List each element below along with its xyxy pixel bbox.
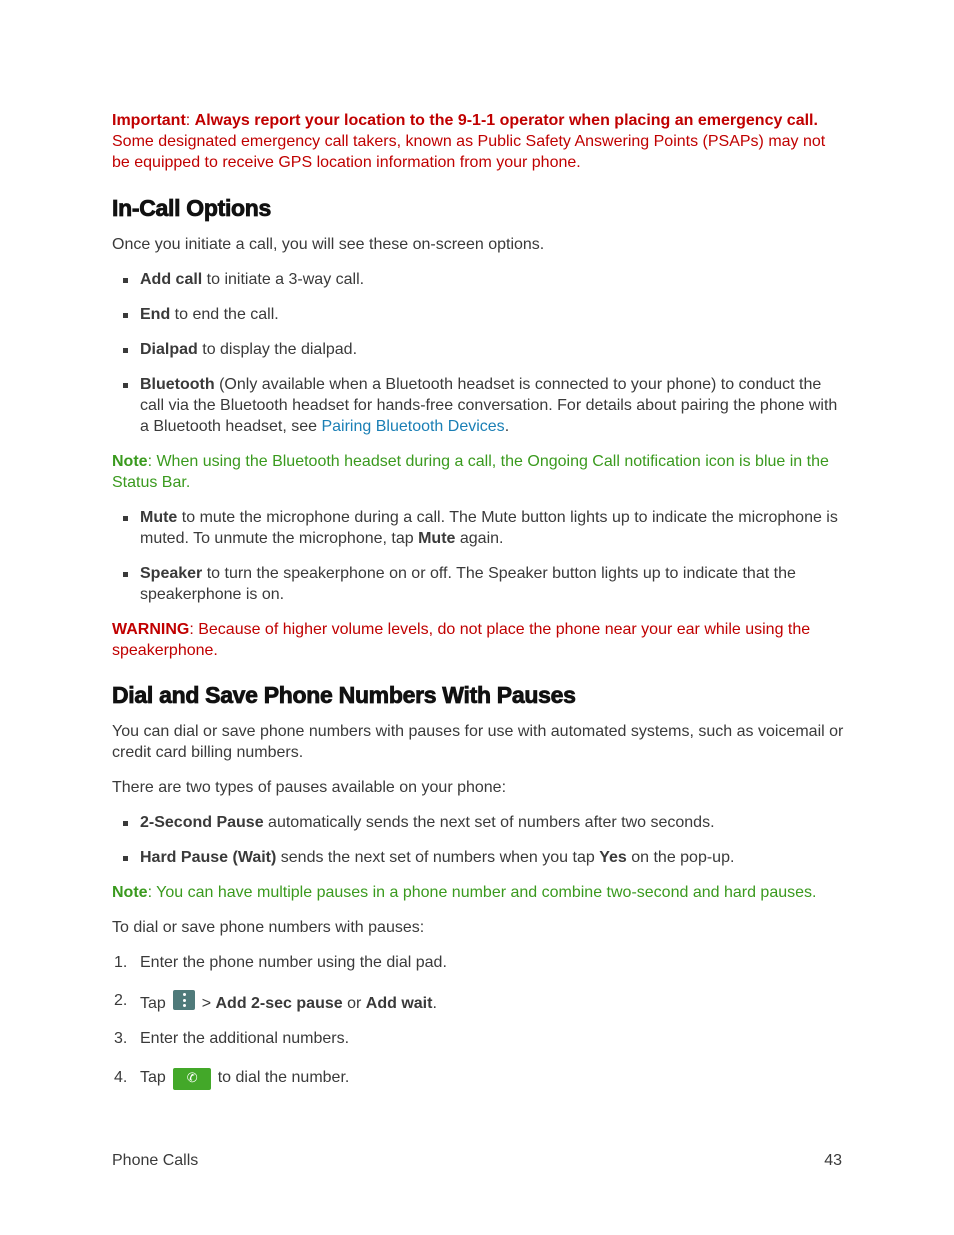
step-item: 4. Tap ✆ to dial the number.: [112, 1067, 846, 1090]
important-notice: Important: Always report your location to the 9-1-1 operator when placing an emergency call. Some designated emergency call takers, known as Public Safety Answering Points (PSAPs) may not be equipped to receive GPS location information from your phone.: [112, 112, 826, 171]
footer-section-title: Phone Calls: [112, 1152, 199, 1169]
in-call-intro: Once you initiate a call, you will see these on-screen options.: [112, 236, 545, 253]
pause-types-intro: There are two types of pauses available on your phone:: [112, 779, 507, 796]
page-footer: [112, 1150, 842, 1171]
note-label: Note: [112, 884, 148, 901]
step-item: 2. Tap > Add 2-sec pause or Add wait.: [114, 992, 437, 1012]
list-item: Dialpad to display the dialpad.: [112, 339, 846, 360]
step-item: 3. Enter the additional numbers.: [114, 1030, 350, 1047]
warning-label: WARNING: [112, 621, 190, 638]
list-item: 2-Second Pause automatically sends the next set of numbers after two seconds.: [112, 812, 846, 833]
pauses-intro: You can dial or save phone numbers with pauses for use with automated systems, such as voicemail or credit card billing numbers.: [112, 723, 844, 761]
pause-types-list: [112, 812, 846, 868]
note-label: Note: [112, 453, 148, 470]
steps-intro: To dial or save phone numbers with pauses:: [112, 919, 425, 936]
heading-in-call-options: In-Call Options: [112, 195, 272, 221]
list-item: Mute to mute the microphone during a call. The Mute button lights up to indicate the microphone is muted. To unmute the microphone, tap Mute again.: [112, 507, 846, 549]
page-content: [112, 110, 846, 1090]
important-bold-text: Always report your location to the 9-1-1 operator when placing an emergency call.: [194, 112, 818, 129]
note-bluetooth: Note: When using the Bluetooth headset during a call, the Ongoing Call notification icon is blue in the Status Bar.: [112, 453, 829, 491]
step-item: 1. Enter the phone number using the dial pad.: [114, 954, 447, 971]
list-item: End to end the call.: [112, 304, 846, 325]
page-number: 43: [824, 1152, 842, 1169]
warning-notice: WARNING: Because of higher volume levels, do not place the phone near your ear while using the speakerphone.: [112, 621, 811, 659]
steps-list: [112, 952, 846, 1090]
list-item: Bluetooth (Only available when a Bluetooth headset is connected to your phone) to conduct the call via the Bluetooth headset for hands-free conversation. For details about pairing the phone with a Bluetooth headset, see Pairing Bluetooth Devices.: [112, 374, 846, 437]
important-rest-text: Some designated emergency call takers, known as Public Safety Answering Points (PSAPs) may not be equipped to receive GPS location information from your phone.: [112, 133, 826, 171]
list-item: Speaker to turn the speakerphone on or off. The Speaker button lights up to indicate that the speakerphone is on.: [112, 563, 846, 605]
note-pauses: Note: You can have multiple pauses in a phone number and combine two-second and hard pauses.: [112, 884, 817, 901]
in-call-options-list-2: [112, 507, 846, 605]
pairing-bluetooth-link[interactable]: Pairing Bluetooth Devices: [321, 418, 505, 435]
in-call-options-list: [112, 269, 846, 437]
important-label: Important: [112, 112, 186, 129]
menu-icon: [173, 990, 195, 1010]
list-item: Hard Pause (Wait) sends the next set of numbers when you tap Yes on the pop-up.: [112, 847, 846, 868]
list-item: Add call to initiate a 3-way call.: [112, 269, 846, 290]
phone-call-icon: ✆: [173, 1068, 211, 1090]
heading-dial-save-pauses: Dial and Save Phone Numbers With Pauses: [112, 682, 576, 708]
